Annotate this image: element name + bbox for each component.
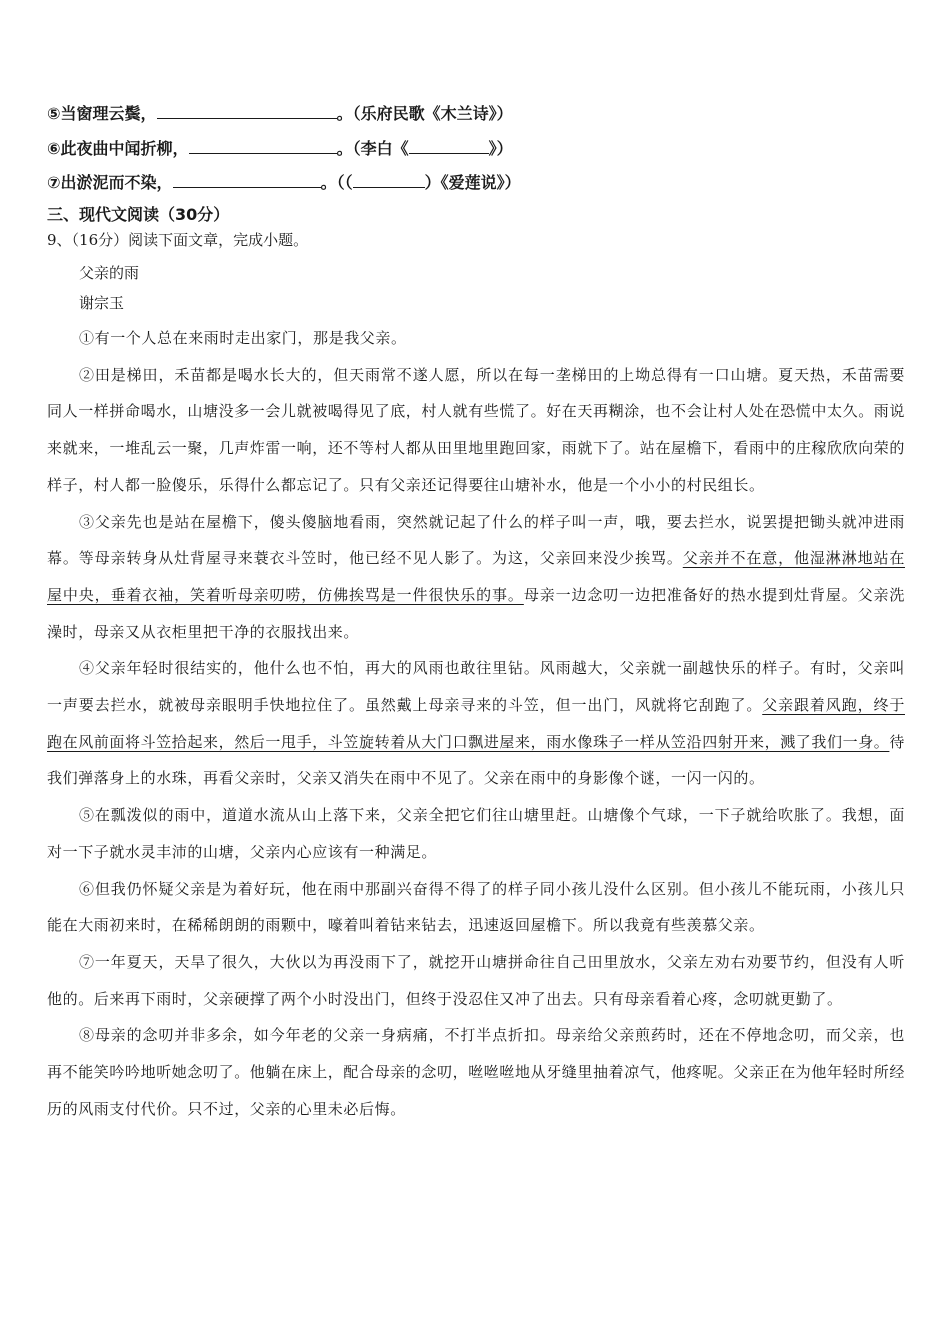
fill-in-source: 。（李白《 (336, 139, 409, 158)
paragraph-1: ①有一个人总在来雨时走出家门，那是我父亲。 (79, 329, 407, 347)
paragraph-2: ②田是梯田，禾苗都是喝水长大的，但天雨常不遂人愿，所以在每一垄梯田的上坳总得有一口山塘。夏天热，禾苗需要同人一样拼命喝水，山塘没多一会儿就被喝得见了底，村人就有些慌了。好在天再糊涂，也不会让村人处在恐慌中太久。雨说来就来，一堆乱云一聚，几声炸雷一响，还不等村人都从田里地里跑回家，雨就下了。站在屋檐下，看雨中的庄稼欣欣向荣的样子，村人都一脸傻乐，乐得什么都忘记了。只有父亲还记得要往山塘补水，他是一个小小的村民组长。 (47, 365, 906, 494)
paragraph-4 (47, 650, 905, 797)
fill-in-line-6 (47, 137, 513, 160)
paragraph-4-text: ④父亲年轻时很结实的，他什么也不怕，再大的风雨也敢往里钻。风雨越大，父亲就一副越快乐的样子。有时，父亲叫一声要去拦水，就被母亲眼明手快地拉住了。虽然戴上母亲寻来的斗笠，但一出门，风就将它刮跑了。 (47, 659, 905, 715)
paragraph-3-text: ③父亲先也是站在屋檐下，傻头傻脑地看雨，突然就记起了什么的样子叫一声，哦，要去拦水，说罢提把锄头就冲进雨幕。等母亲转身从灶背屋寻来蓑衣斗笠时，他已经不见人影了。为这，父亲回来没少挨骂。 (47, 512, 905, 568)
fill-in-line-7 (47, 171, 521, 194)
article-body (47, 320, 905, 1127)
title-blank[interactable] (409, 137, 489, 154)
underlined-sentence-2: 父亲跟着风跑，终于跑在风前面将斗笠拾起来，然后一甩手，斗笠旋转着从大门口飘进屋来，雨水像珠子一样从笠沿四射开来，溅了我们一身。 (47, 696, 905, 751)
paragraph-5: ⑤在瓢泼似的雨中，道道水流从山上落下来，父亲全把它们往山塘里赶。山塘像个气球，一下子就给吹胀了。我想，面对一下子就水灵丰沛的山塘，父亲内心应该有一种满足。 (47, 806, 905, 861)
article-author: 谢宗玉 (79, 294, 125, 312)
question-intro: 9、（16分）阅读下面文章，完成小题。 (47, 231, 309, 249)
underlined-sentence-1: 父亲并不在意，他湿淋淋地站在屋中央，垂着衣袖，笑着听母亲叨唠，仿佛挨骂是一件很快乐的事。 (47, 549, 905, 604)
fill-in-label: ⑦出淤泥而不染， (47, 173, 173, 192)
fill-in-source: 。（乐府民歌《木兰诗》） (336, 104, 513, 123)
fill-in-line-5 (47, 102, 513, 125)
paragraph-8: ⑧母亲的念叨并非多余，如今年老的父亲一身病痛，不打半点折扣。母亲给父亲煎药时，还在不停地念叨，而父亲，也再不能笑吟吟地听她念叨了。他躺在床上，配合母亲的念叨，咝咝咝地从牙缝里抽着凉气，他疼呢。父亲正在为他年轻时所经历的风雨支付代价。只不过，父亲的心里未必后悔。 (47, 1026, 906, 1118)
paragraph-3-text: 母亲一边念叨一边把准备好的热水提到灶背屋。父亲洗澡时，母亲又从衣柜里把干净的衣服找出来。 (47, 585, 905, 641)
fill-in-source: 。（（ (320, 173, 353, 192)
answer-blank[interactable] (189, 137, 337, 154)
fill-in-source-close: 》） (488, 139, 513, 158)
answer-blank[interactable] (173, 171, 321, 188)
article-title: 父亲的雨 (79, 264, 140, 282)
answer-blank[interactable] (157, 102, 337, 119)
paragraph-7: ⑦一年夏天，天旱了很久，大伙以为再没雨下了，就挖开山塘拼命往自己田里放水，父亲左劝右劝要节约，但没有人听他的。后来再下雨时，父亲硬撑了两个小时没出门，但终于没忍住又冲了出去。只有母亲看着心疼，念叨就更勤了。 (47, 952, 905, 1008)
fill-in-label: ⑤当窗理云鬓， (47, 104, 157, 123)
author-blank[interactable] (353, 171, 425, 188)
paragraph-3 (47, 504, 905, 651)
paragraph-6: ⑥但我仍怀疑父亲是为着好玩，他在雨中那副兴奋得不得了的样子同小孩儿没什么区别。但小孩儿不能玩雨，小孩儿只能在大雨初来时，在稀稀朗朗的雨颗中，嚎着叫着钻来钻去，迅速返回屋檐下。所以我竟有些羡慕父亲。 (47, 879, 905, 935)
section-title: 三、现代文阅读（30分） (47, 205, 230, 224)
paragraph-4-text: 待我们弹落身上的水珠，再看父亲时，父亲又消失在雨中不见了。父亲在雨中的身影像个谜，一闪一闪的。 (47, 732, 906, 788)
fill-in-source-close: ）《爱莲说》） (424, 173, 521, 192)
fill-in-label: ⑥此夜曲中闻折柳， (47, 139, 189, 158)
